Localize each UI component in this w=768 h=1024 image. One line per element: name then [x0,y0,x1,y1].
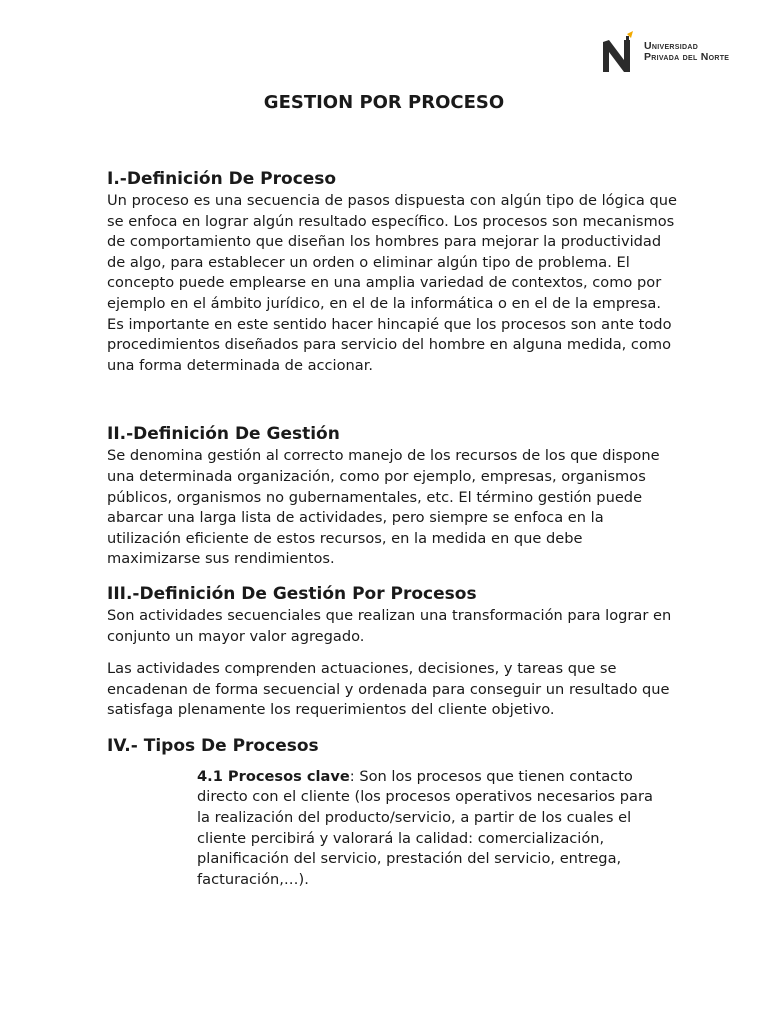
subitem-text: : Son los procesos que tienen contacto directo con el cliente (los procesos operativos necesarios para la realización del producto/servicio, a partir de los cuales el cliente percibirá y valorará la calidad: comercialización, planificación del servicio, prestación del servicio, entrega, facturación,…). [197,767,653,888]
section-heading: II.-Definición De Gestión [107,424,340,445]
university-name-line1: Universidad [644,40,699,52]
upn-logo-icon [600,30,636,74]
subitem-procesos-clave [197,767,667,891]
section-definicion-proceso [107,167,677,376]
university-logo [600,30,729,74]
section-paragraph: Las actividades comprenden actuaciones, decisiones, y tareas que se encadenan de forma secuencial y ordenada para conseguir un resultado que satisfaga plenamente los requerimientos del cliente objetivo. [107,660,670,719]
section-paragraph: Se denomina gestión al correcto manejo de los recursos de los que dispone una determinada organización, como por ejemplo, empresas, organismos públicos, organismos no gubernamentales, etc. El término gestión puede abarcar una larga lista de actividades, pero siempre se enfoca en la utilización eficiente de estos recursos, en la medida en que debe maximizarse sus rendimientos. [107,447,660,568]
university-name [644,41,729,63]
section-heading: III.-Definición De Gestión Por Procesos [107,583,477,604]
document-title: GESTION POR PROCESO [263,92,505,113]
section-definicion-gestion [107,422,677,570]
section-gestion-por-procesos [107,582,677,721]
section-heading: I.-Definición De Proceso [107,169,337,189]
section-tipos-procesos [107,734,677,891]
university-name-line2: Privada del Norte [644,51,730,63]
document-body [107,167,677,890]
section-heading: IV.- Tipos De Procesos [107,735,319,756]
section-paragraph: Un proceso es una secuencia de pasos dispuesta con algún tipo de lógica que se enfoca en lograr algún resultado específico. Los procesos son mecanismos de comportamiento que diseñan los hombres para mejorar la productividad de algo, para establecer un orden o eliminar algún tipo de problema. El concepto puede emplearse en una amplia variedad de contextos, como por ejemplo en el ámbito jurídico, en el de la informática o en el de la empresa. Es importante en este sentido hacer hincapié que los procesos son ante todo procedimientos diseñados para servicio del hombre en alguna medida, como una forma determinada de accionar. [107,192,677,374]
subitem-label: 4.1 Procesos clave [197,767,350,785]
section-paragraph: Son actividades secuenciales que realizan una transformación para lograr en conjunto un mayor valor agregado. [107,606,672,645]
